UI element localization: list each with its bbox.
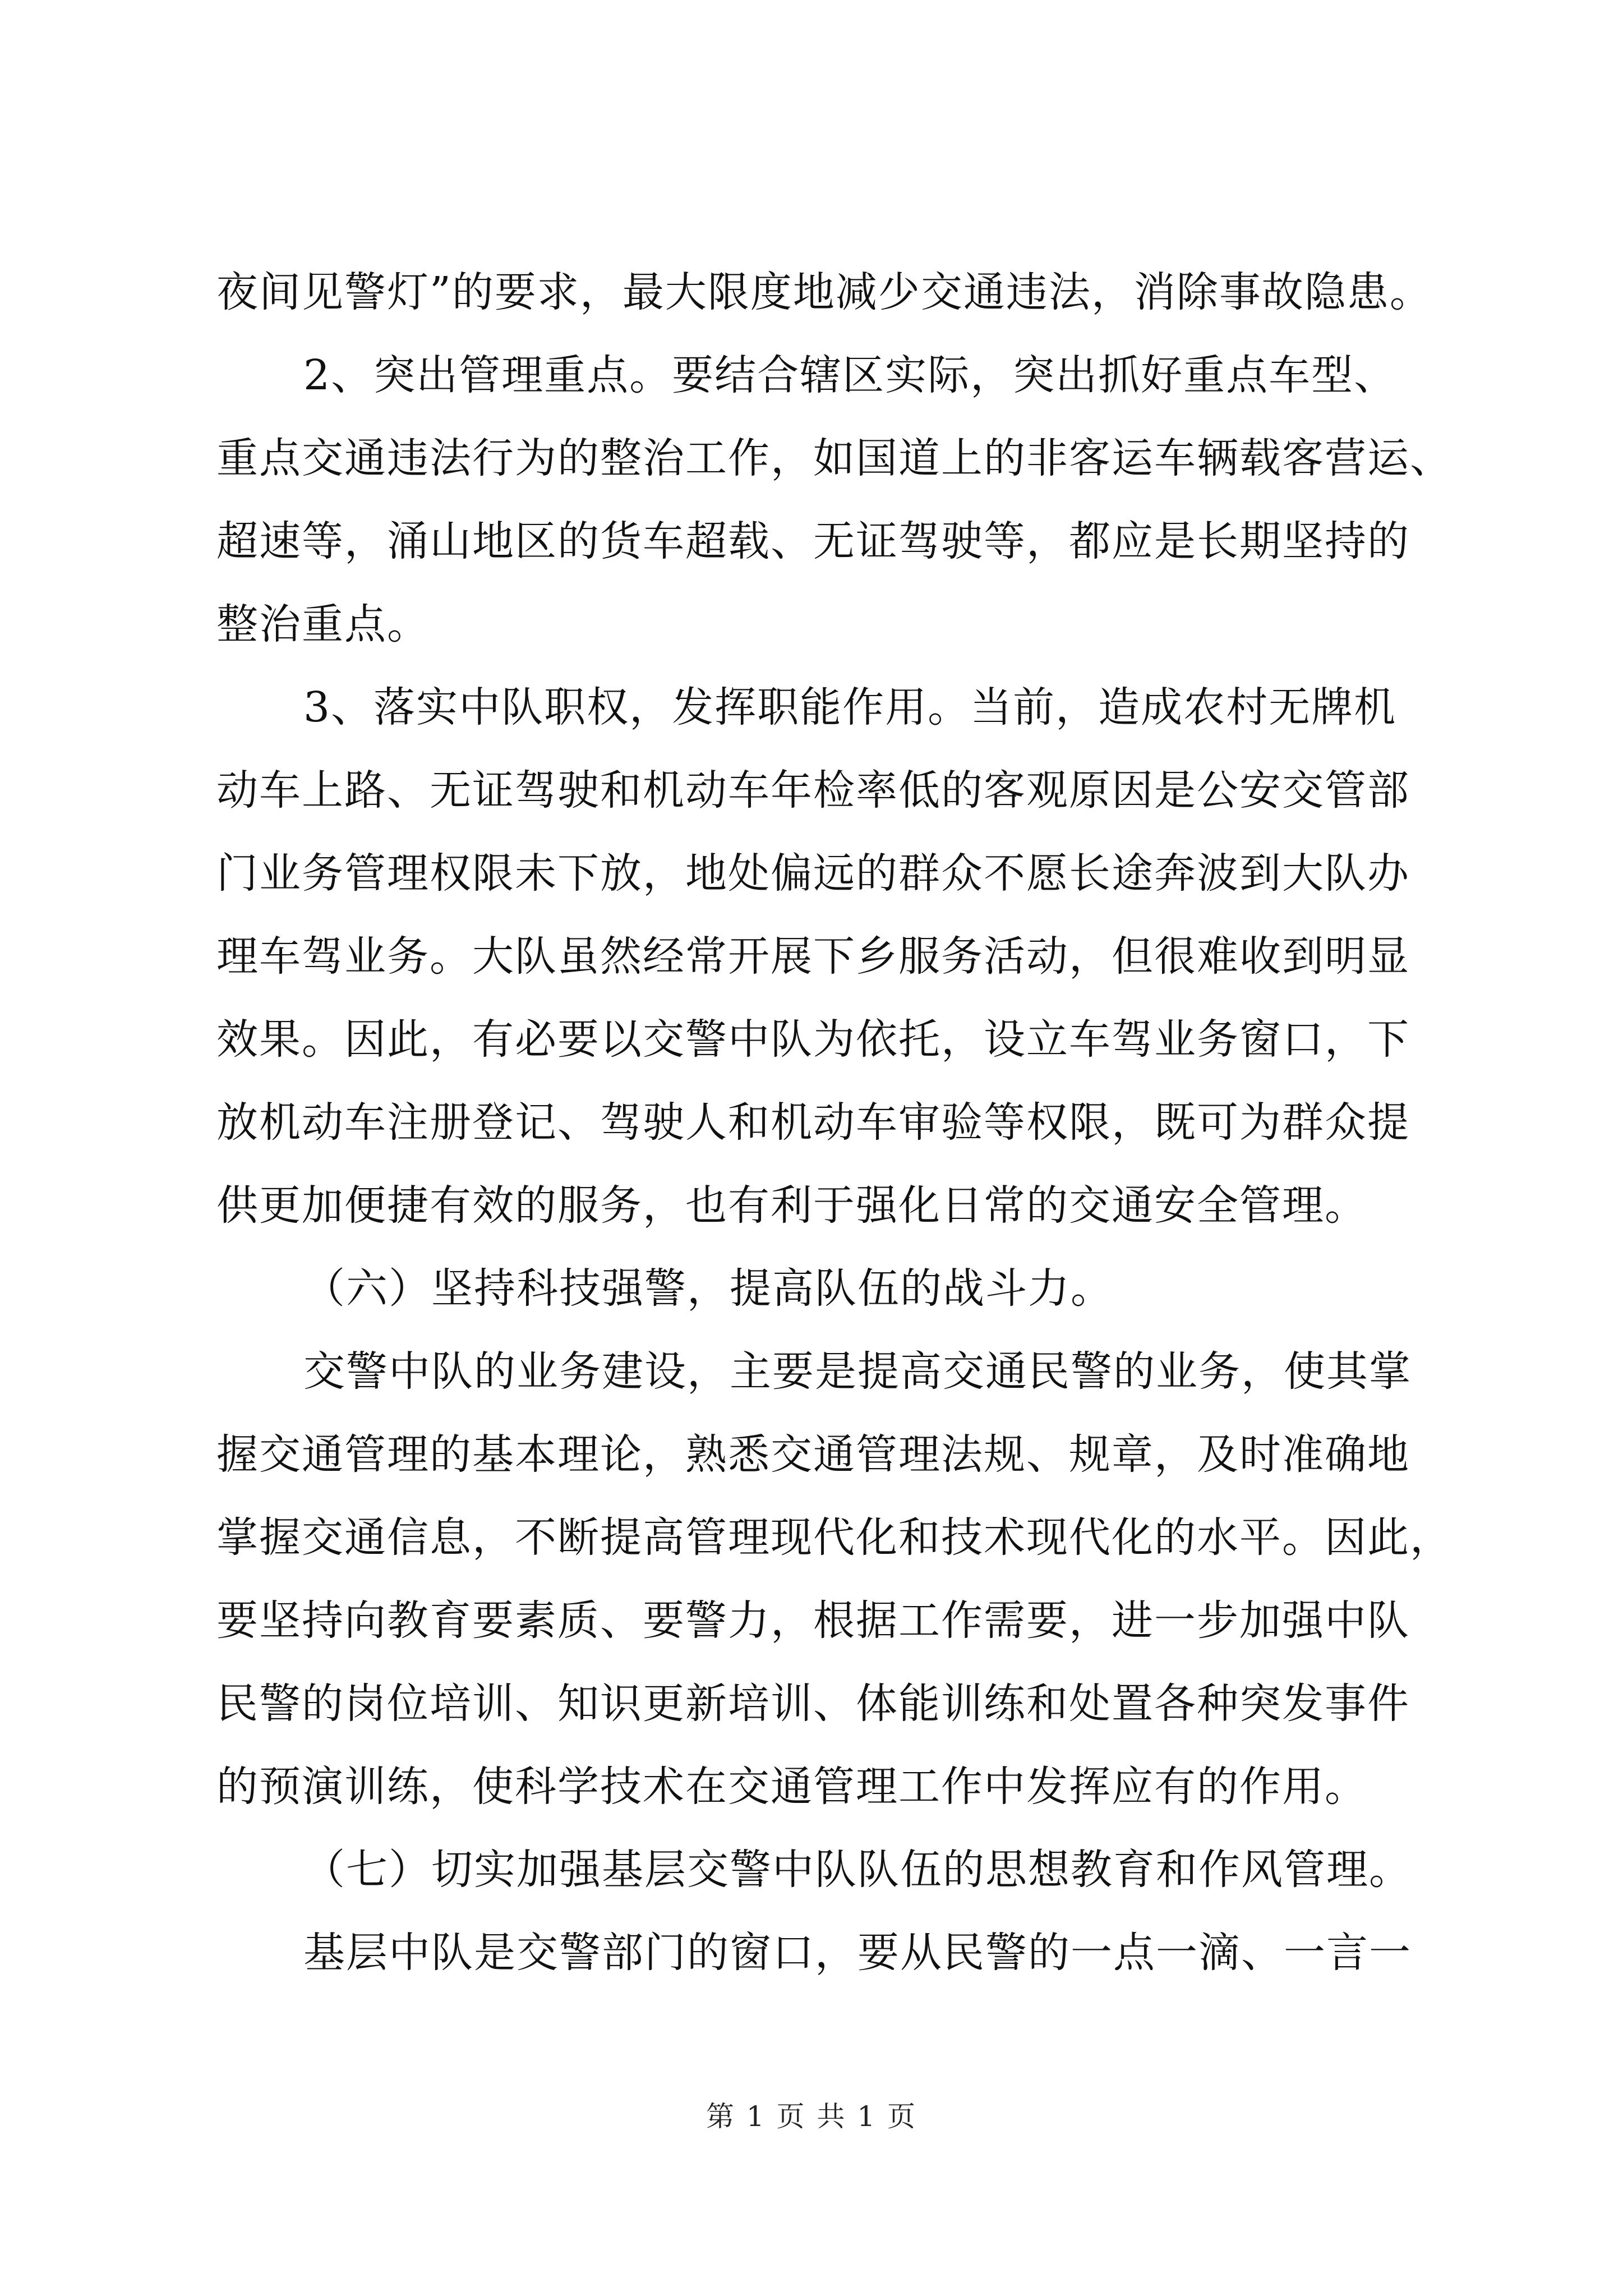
text-line: 掌握交通信息，不断提高管理现代化和技术现代化的水平。因此， — [216, 1513, 1453, 1562]
text-line: 的预演训练，使科学技术在交通管理工作中发挥应有的作用。 — [216, 1763, 1367, 1811]
text-line: 交警中队的业务建设，主要是提高交通民警的业务，使其掌 — [303, 1347, 1412, 1396]
text-line: 民警的岗位培训、知识更新培训、体能训练和处置各种突发事件 — [216, 1680, 1410, 1728]
text-line: 效果。因此，有必要以交警中队为依托，设立车驾业务窗口，下 — [216, 1015, 1410, 1064]
text-line: 动车上路、无证驾驶和机动车年检率低的客观原因是公安交管部 — [216, 766, 1410, 815]
text-line: 门业务管理权限未下放，地处偏远的群众不愿长途奔波到大队办 — [216, 849, 1410, 898]
text-line: 3、落实中队职权，发挥职能作用。当前，造成农村无牌机 — [303, 683, 1397, 731]
text-line: 2、突出管理重点。要结合辖区实际，突出抓好重点车型、 — [303, 351, 1397, 399]
text-line: 超速等，涌山地区的货车超载、无证驾驶等，都应是长期坚持的 — [216, 517, 1410, 565]
text-line: 重点交通违法行为的整治工作，如国道上的非客运车辆载客营运、 — [216, 434, 1453, 482]
text-line: 要坚持向教育要素质、要警力，根据工作需要，进一步加强中队 — [216, 1596, 1410, 1645]
text-line: 夜间见警灯”的要求，最大限度地减少交通违法，消除事故隐患。 — [216, 268, 1432, 316]
text-line: 基层中队是交警部门的窗口，要从民警的一点一滴、一言一 — [303, 1929, 1412, 1977]
text-line: 握交通管理的基本理论，熟悉交通管理法规、规章，及时准确地 — [216, 1430, 1410, 1479]
text-line: 整治重点。 — [216, 600, 430, 648]
page-footer: 第 1 页 共 1 页 — [706, 2100, 917, 2133]
text-line: 理车驾业务。大队虽然经常开展下乡服务活动，但很难收到明显 — [216, 932, 1410, 981]
text-line: 供更加便捷有效的服务，也有利于强化日常的交通安全管理。 — [216, 1181, 1367, 1230]
section-heading: （七）切实加强基层交警中队队伍的思想教育和作风管理。 — [303, 1846, 1412, 1894]
text-line: 放机动车注册登记、驾驶人和机动车审验等权限，既可为群众提 — [216, 1098, 1410, 1147]
section-heading: （六）坚持科技强警，提高队伍的战斗力。 — [303, 1264, 1113, 1313]
